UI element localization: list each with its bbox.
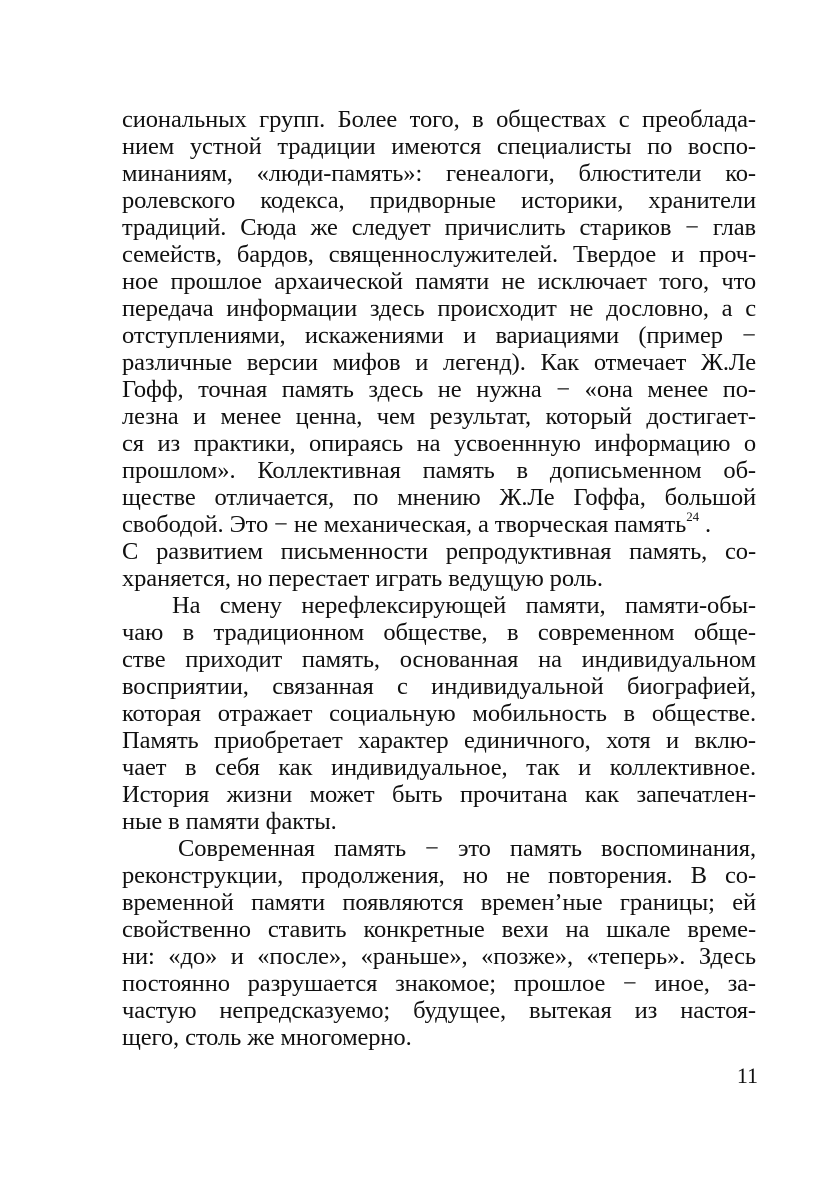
paragraph — [122, 835, 756, 1051]
text-line: различные версии мифов и легенд). Как отмечает Ж.Ле — [122, 349, 756, 376]
text-line: которая отражает социальную мобильность в обществе. — [122, 700, 756, 727]
text-line: Современная память − это память воспоминания, — [178, 835, 756, 862]
text-line: свойственно ставить конкретные вехи на шкале време- — [122, 916, 756, 943]
text-line: временной памяти появляются времен’ные границы; ей — [122, 889, 756, 916]
text-line: ни: «до» и «после», «раньше», «позже», «теперь». Здесь — [122, 943, 756, 970]
text-line: История жизни может быть прочитана как запечатлен- — [122, 781, 756, 808]
text-line: ролевского кодекса, придворные историки, хранители — [122, 187, 756, 214]
paragraph — [122, 592, 756, 835]
text-line: частую непредсказуемо; будущее, вытекая из настоя- — [122, 997, 756, 1024]
text-line: нием устной традиции имеются специалисты по воспо- — [122, 133, 756, 160]
text-line: чаю в традиционном обществе, в современном обще- — [122, 619, 756, 646]
text-line: реконструкции, продолжения, но не повторения. В со- — [122, 862, 756, 889]
text-line: семейств, бардов, священнослужителей. Твердое и проч- — [122, 241, 756, 268]
text-line-with-footnote — [122, 508, 756, 538]
text-line: ное прошлое архаической памяти не исключает того, что — [122, 268, 756, 295]
text-line: передача информации здесь происходит не дословно, а с — [122, 295, 756, 322]
text-line: традиций. Сюда же следует причислить стариков − глав — [122, 214, 756, 241]
footnote-line-text: свободой. Это − не механическая, а творческая память — [122, 511, 687, 538]
text-line: ся из практики, опираясь на усвоеннную информацию о — [122, 430, 756, 457]
text-line: сиональных групп. Более того, в обществах с преоблада- — [122, 106, 756, 133]
text-line: чает в себя как индивидуальное, так и коллективное. — [122, 754, 756, 781]
paragraph — [122, 106, 756, 592]
text-line: Гофф, точная память здесь не нужна − «она менее по- — [122, 376, 756, 403]
page-body — [122, 106, 756, 1051]
text-line: С развитием письменности репродуктивная память, со- — [122, 538, 756, 565]
text-line: постоянно разрушается знакомое; прошлое − иное, за- — [122, 970, 756, 997]
text-line: минаниям, «люди-память»: генеалоги, блюстители ко- — [122, 160, 756, 187]
text-line: ные в памяти факты. — [122, 808, 337, 835]
text-line: Память приобретает характер единичного, хотя и вклю- — [122, 727, 756, 754]
footnote-line-end: . — [705, 511, 712, 538]
text-line: восприятии, связанная с индивидуальной биографией, — [122, 673, 756, 700]
text-line: лезна и менее ценна, чем результат, который достигает- — [122, 403, 756, 430]
page-number: 11 — [736, 1063, 758, 1088]
text-line: прошлом». Коллективная память в дописьменном об- — [122, 457, 756, 484]
text-line: храняется, но перестает играть ведущую роль. — [122, 565, 603, 592]
footnote-reference[interactable]: 24 — [686, 508, 700, 524]
text-line: щего, столь же многомерно. — [122, 1024, 412, 1051]
text-line: ществе отличается, по мнению Ж.Ле Гоффа, большой — [122, 484, 756, 511]
text-line: стве приходит память, основанная на индивидуальном — [122, 646, 756, 673]
text-line: отступлениями, искажениями и вариациями (пример − — [122, 322, 756, 349]
text-line: На смену нерефлексирующей памяти, памяти-обы- — [172, 592, 756, 619]
